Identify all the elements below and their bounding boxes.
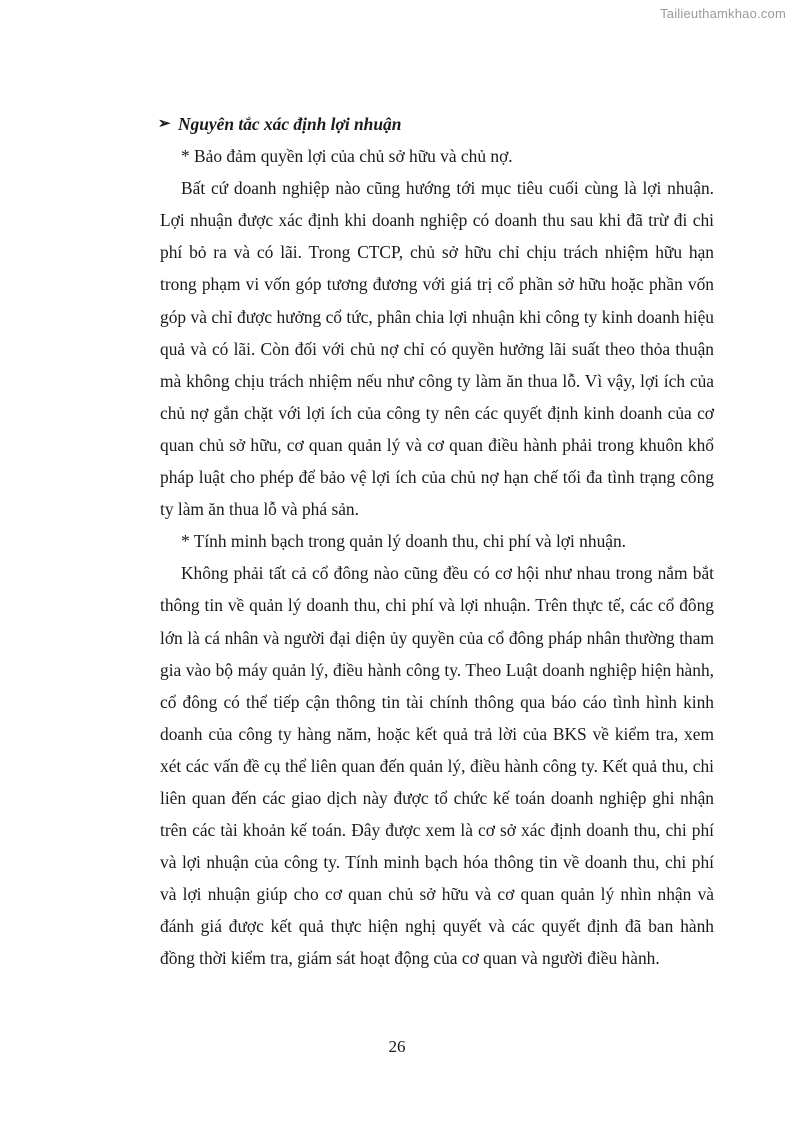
arrow-bullet-icon: ➢: [158, 116, 171, 132]
page-number: 26: [388, 1037, 406, 1056]
section-heading-title: Nguyên tắc xác định lợi nhuận: [178, 114, 402, 134]
watermark-text: Tailieuthamkhao.com: [660, 6, 786, 21]
document-body: [160, 108, 714, 975]
paragraph-body-2: Không phải tất cả cổ đông nào cũng đều có cơ hội như nhau trong nắm bắt thông tin về quản lý doanh thu, chi phí và lợi nhuận. Trên thực tế, các cổ đông lớn là cá nhân và người đại diện ủy quyền của cổ đông pháp nhân thường tham gia vào bộ máy quản lý, điều hành công ty. Theo Luật doanh nghiệp hiện hành, cổ đông có thể tiếp cận thông tin tài chính thông qua báo cáo tình hình kinh doanh của công ty hàng năm, hoặc kết quả trả lời của BKS về kiểm tra, xem xét các vấn đề cụ thể liên quan đến quản lý, điều hành công ty. Kết quả thu, chi liên quan đến các giao dịch này được tổ chức kế toán doanh nghiệp ghi nhận trên các tài khoản kế toán. Đây được xem là cơ sở xác định doanh thu, chi phí và lợi nhuận của công ty. Tính minh bạch hóa thông tin về doanh thu, chi phí và lợi nhuận giúp cho cơ quan chủ sở hữu và cơ quan quản lý nhìn nhận và đánh giá được kết quả thực hiện nghị quyết và các quyết định đã ban hành đồng thời kiểm tra, giám sát hoạt động của cơ quan và người điều hành.: [160, 563, 714, 969]
paragraph-principle-1: * Bảo đảm quyền lợi của chủ sở hữu và chủ nợ.: [181, 146, 513, 167]
paragraph-body-1: Bất cứ doanh nghiệp nào cũng hướng tới mục tiêu cuối cùng là lợi nhuận. Lợi nhuận được xác định khi doanh nghiệp có doanh thu sau khi đã trừ đi chi phí bỏ ra và có lãi. Trong CTCP, chủ sở hữu chỉ chịu trách nhiệm hữu hạn trong phạm vi vốn góp tương đương với giá trị cổ phần sở hữu hoặc phần vốn góp và chỉ được hưởng cổ tức, phân chia lợi nhuận khi công ty kinh doanh hiệu quả và có lãi. Còn đối với chủ nợ chỉ có quyền hưởng lãi suất theo thỏa thuận mà không chịu trách nhiệm nếu như công ty làm ăn thua lỗ. Vì vậy, lợi ích của chủ nợ gắn chặt với lợi ích của công ty nên các quyết định kinh doanh của cơ quan chủ sở hữu, cơ quan quản lý và cơ quan điều hành phải trong khuôn khổ pháp luật cho phép để bảo vệ lợi ích của chủ nợ hạn chế tối đa tình trạng công ty làm ăn thua lỗ và phá sản.: [160, 178, 714, 520]
section-heading: [160, 108, 714, 140]
paragraph-principle-2: * Tính minh bạch trong quản lý doanh thu, chi phí và lợi nhuận.: [181, 531, 627, 552]
